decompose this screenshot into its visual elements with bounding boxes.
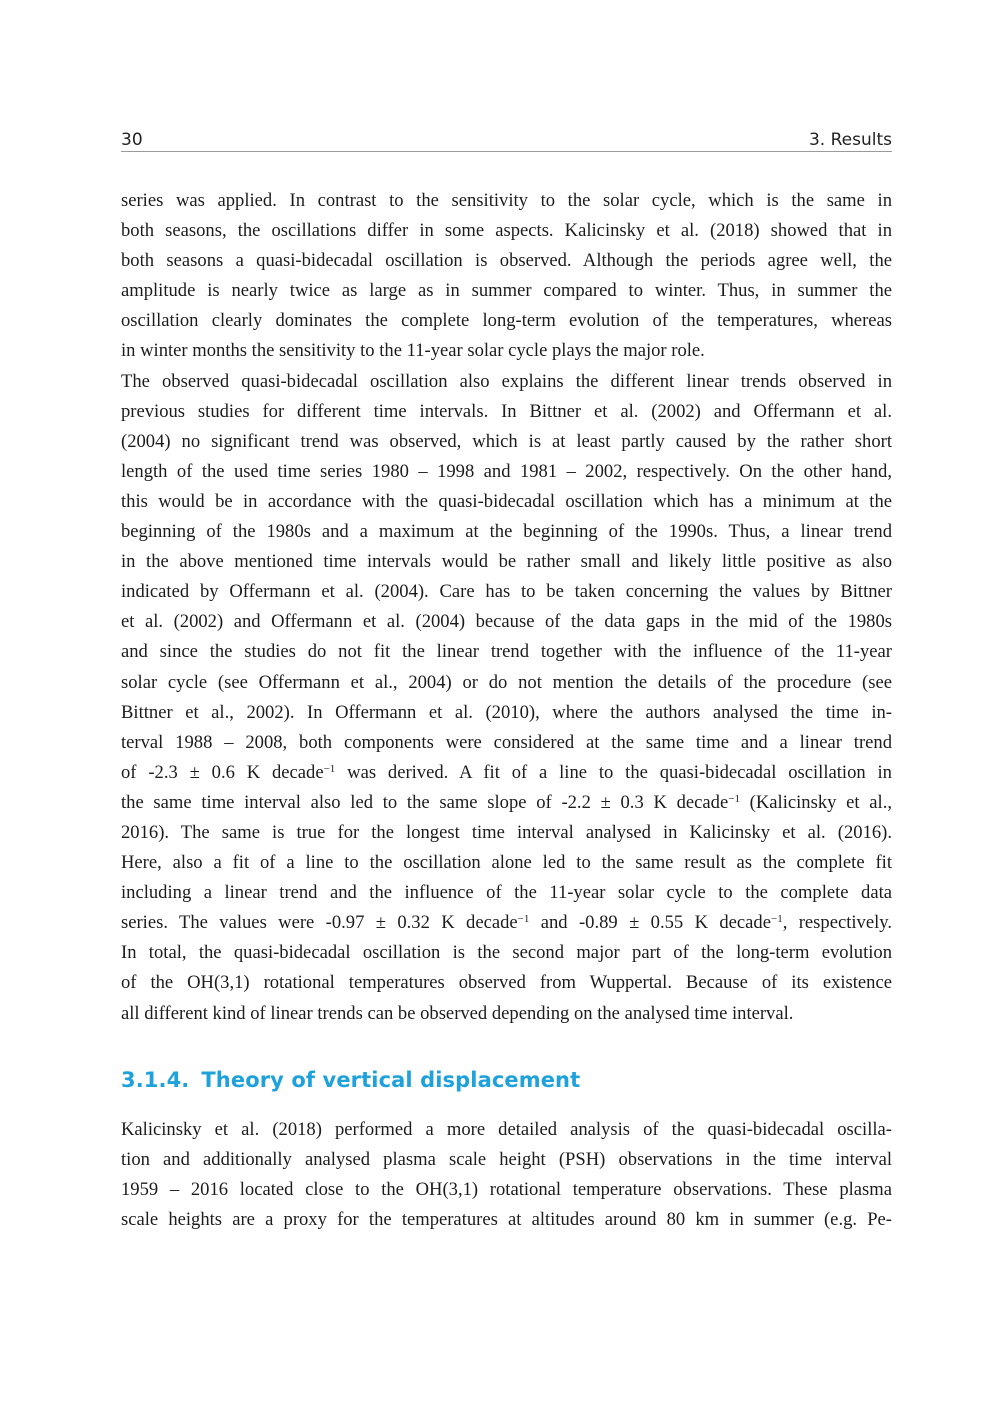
text-line: Kalicinsky et al. (2018) performed a more detailed analysis of the quasi-bidecadal oscilla- [121,1119,892,1140]
body-text-block-1 [121,186,892,1029]
text-span: , respectively. [782,912,892,934]
section-number: 3.1.4. [121,1068,190,1092]
text-line: amplitude is nearly twice as large as in summer compared to winter. Thus, in summer the [121,280,892,302]
text-line: of the OH(3,1) rotational temperatures observed from Wuppertal. Because of its existence [121,972,892,994]
text-line: in the above mentioned time intervals would be rather small and likely little positive as also [121,551,892,573]
header-divider [121,151,892,152]
text-span: and -0.89 ± 0.55 K decade [529,912,771,934]
paragraph-3 [121,1115,892,1235]
text-line: indicated by Offermann et al. (2004). Care has to be taken concerning the values by Bittner [121,581,892,603]
section-heading [121,1068,580,1092]
superscript: −1 [517,913,530,926]
text-line: beginning of the 1980s and a maximum at the beginning of the 1990s. Thus, a linear trend [121,521,892,543]
text-span: (Kalicinsky et al., [739,791,892,813]
text-line: this would be in accordance with the quasi-bidecadal oscillation which has a minimum at the [121,490,892,512]
superscript: −1 [728,792,740,805]
text-line: both seasons a quasi-bidecadal oscillation is observed. Although the periods agree well, the [121,250,892,272]
text-line-with-units [121,908,892,938]
text-line-with-unit [121,758,892,788]
text-line: oscillation clearly dominates the complete long-term evolution of the temperatures, whereas [121,310,892,332]
chapter-title: 3. Results [808,130,892,150]
page-number: 30 [121,130,143,150]
superscript: −1 [323,762,336,775]
text-span: the same time interval also led to the same slope of -2.2 ± 0.3 K decade [121,791,729,813]
text-line: terval 1988 – 2008, both components were considered at the same time and a linear trend [121,731,892,753]
section-title: Theory of vertical displacement [201,1068,581,1092]
text-line: scale heights are a proxy for the temperatures at altitudes around 80 km in summer (e.g. Pe- [121,1209,892,1231]
text-span: of -2.3 ± 0.6 K decade [121,761,324,783]
text-line: length of the used time series 1980 – 1998 and 1981 – 2002, respectively. On the other hand, [121,460,892,482]
text-line: et al. (2002) and Offermann et al. (2004) because of the data gaps in the mid of the 1980s [121,611,892,633]
text-line: both seasons, the oscillations differ in some aspects. Kalicinsky et al. (2018) showed that in [121,220,892,242]
text-line: all different kind of linear trends can be observed depending on the analysed time interval. [121,1002,794,1024]
text-line: 2016). The same is true for the longest time interval analysed in Kalicinsky et al. (2016). [121,821,892,843]
text-line: in winter months the sensitivity to the 11-year solar cycle plays the major role. [121,340,705,362]
paragraph-2 [121,367,892,1029]
body-text-block-2 [121,1115,892,1235]
text-line: Bittner et al., 2002). In Offermann et al. (2010), where the authors analysed the time in- [121,701,892,723]
text-span: was derived. A fit of a line to the quasi-bidecadal oscillation in [335,761,892,783]
text-span: series. The values were -0.97 ± 0.32 K decade [121,912,518,934]
text-line: including a linear trend and the influence of the 11-year solar cycle to the complete data [121,882,892,904]
text-line: 1959 – 2016 located close to the OH(3,1) rotational temperature observations. These plasma [121,1179,892,1201]
text-line: In total, the quasi-bidecadal oscillation is the second major part of the long-term evolution [121,942,892,964]
text-line: Here, also a fit of a line to the oscillation alone led to the same result as the complete fit [121,852,892,874]
running-header [121,124,892,150]
superscript: −1 [770,913,783,926]
text-line-with-unit [121,788,892,818]
text-line: previous studies for different time intervals. In Bittner et al. (2002) and Offermann et al. [121,400,892,422]
paragraph-1 [121,186,892,367]
text-line: solar cycle (see Offermann et al., 2004) or do not mention the details of the procedure (see [121,671,892,693]
text-line: series was applied. In contrast to the sensitivity to the solar cycle, which is the same in [121,190,892,211]
text-line: (2004) no significant trend was observed, which is at least partly caused by the rather short [121,430,892,452]
text-line: The observed quasi-bidecadal oscillation also explains the different linear trends observed in [121,370,892,392]
text-line: and since the studies do not fit the linear trend together with the influence of the 11-year [121,641,892,663]
text-line: tion and additionally analysed plasma scale height (PSH) observations in the time interval [121,1149,892,1171]
